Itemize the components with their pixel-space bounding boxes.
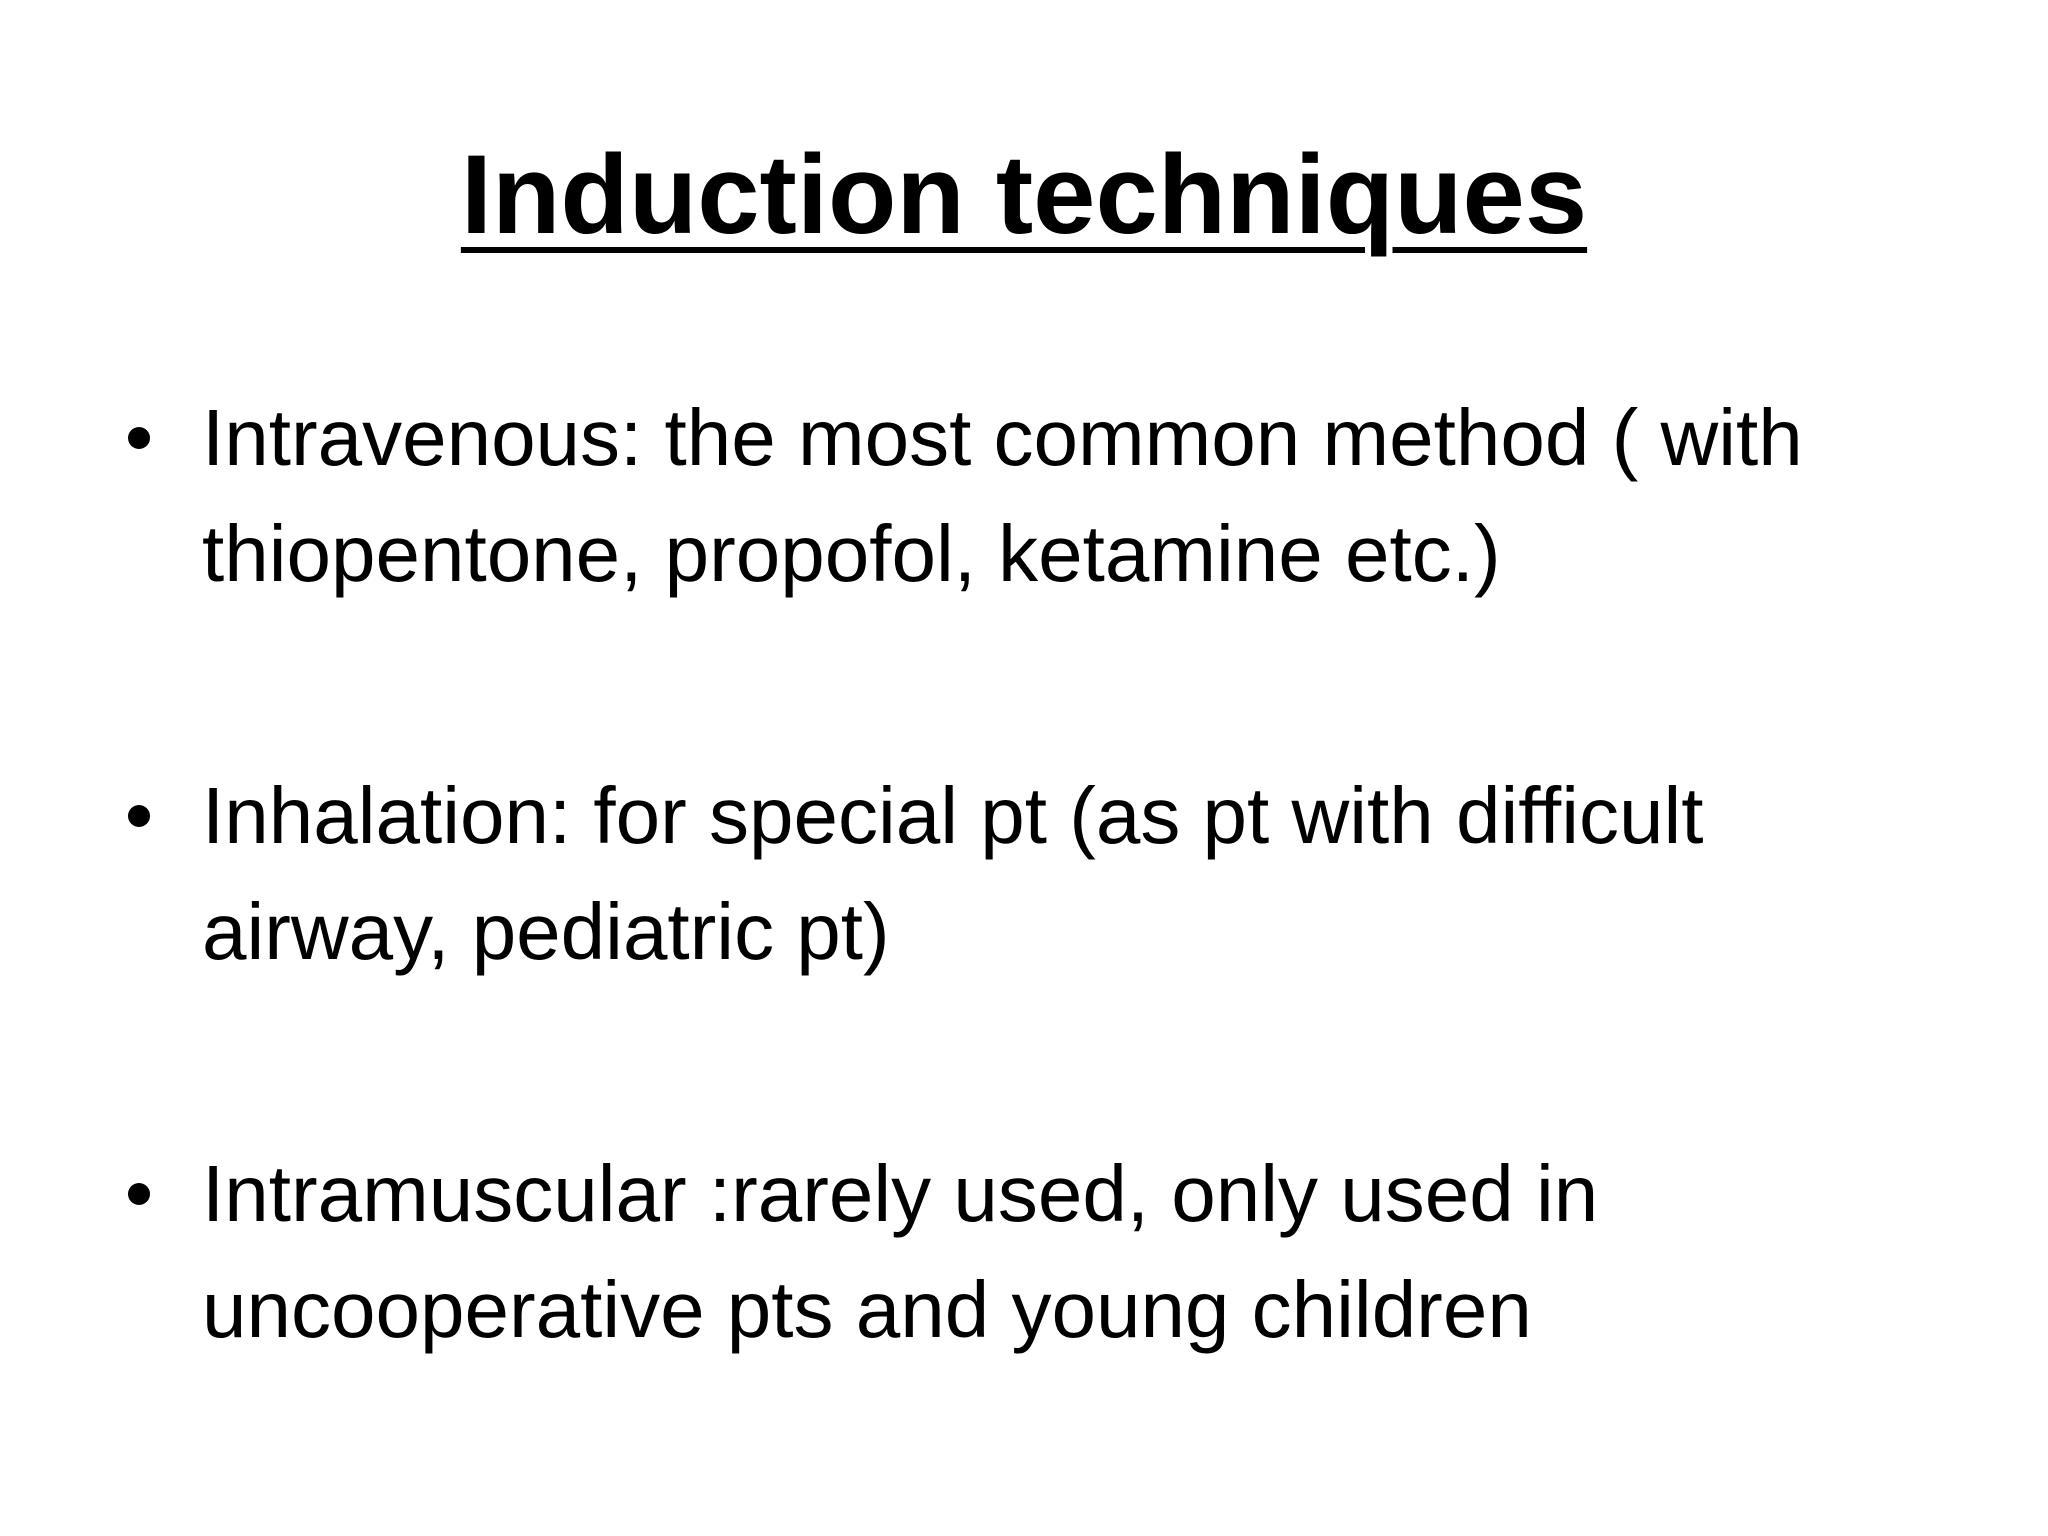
bullet-text: Intravenous: the most common method ( with thiopentone, propofol, ketamine etc.): [202, 393, 1803, 598]
bullet-dot-icon: [128, 805, 150, 827]
bullet-dot-icon: [128, 427, 150, 449]
bullet-dot-icon: [128, 1183, 150, 1205]
bullet-item-intravenous: [120, 380, 1950, 612]
bullet-item-intramuscular: [120, 1136, 1950, 1368]
bullet-item-inhalation: [120, 758, 1950, 990]
bullet-text: Inhalation: for special pt (as pt with difficult airway, pediatric pt): [202, 771, 1704, 976]
bullet-text: Intramuscular :rarely used, only used in uncooperative pts and young children: [202, 1149, 1599, 1354]
bullet-list: [120, 380, 1950, 1368]
slide-title: Induction techniques: [460, 132, 1588, 257]
